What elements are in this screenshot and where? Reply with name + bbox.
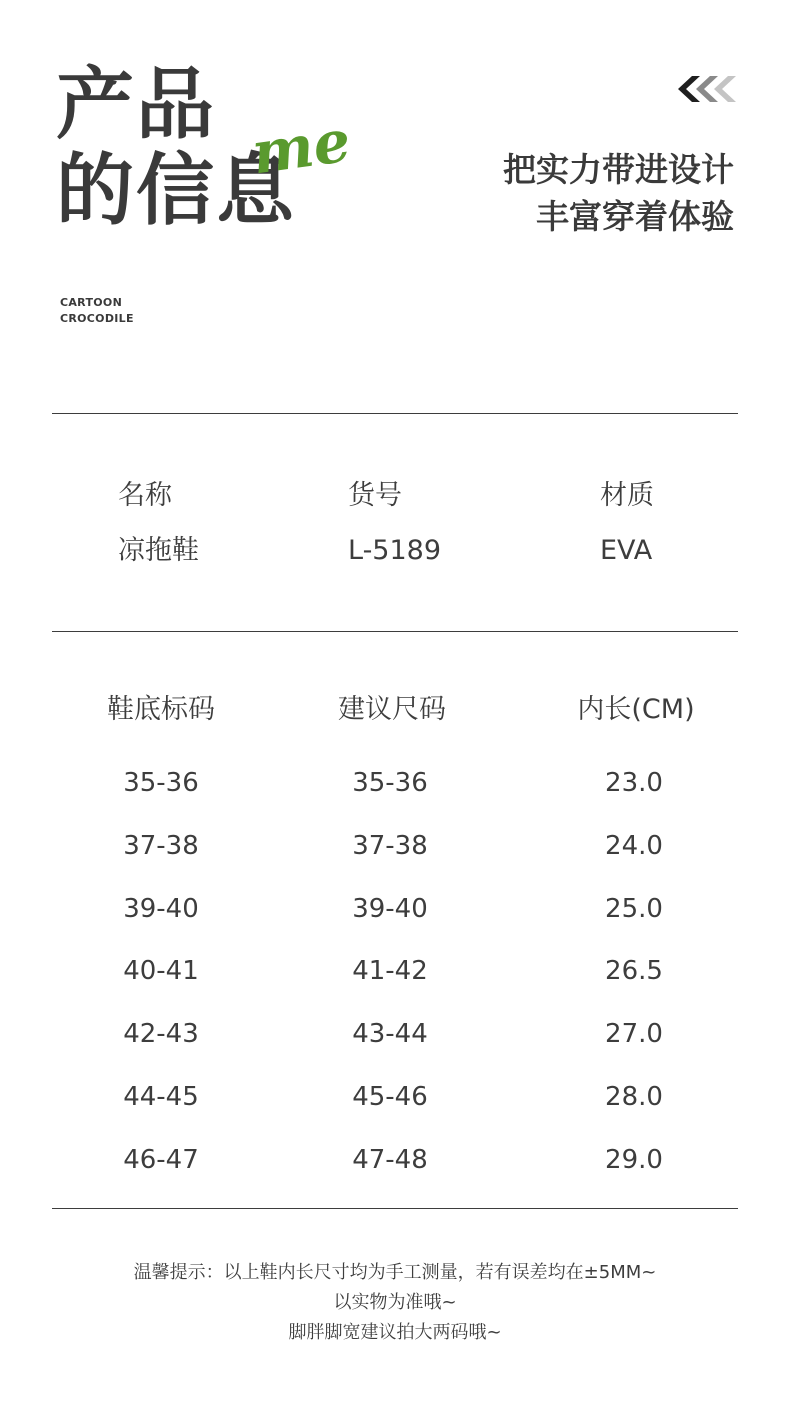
info-value-material: EVA xyxy=(600,535,653,566)
size-cell-inner-length: 28.0 xyxy=(605,1082,663,1112)
size-cell-sole-size: 42-43 xyxy=(123,1019,199,1049)
chevron-left-icon-light xyxy=(714,76,736,102)
size-cell-sole-size: 40-41 xyxy=(123,956,199,986)
info-header-name: 名称 xyxy=(118,480,172,511)
triple-chevron-left-icon xyxy=(674,74,738,104)
size-cell-sole-size: 35-36 xyxy=(123,768,199,798)
size-table-header-sole-size: 鞋底标码 xyxy=(107,694,215,725)
slogan-line-1: 把实力带进设计 xyxy=(503,150,734,189)
size-cell-sole-size: 46-47 xyxy=(123,1145,199,1175)
size-cell-suggested-size: 45-46 xyxy=(352,1082,428,1112)
info-header-material: 材质 xyxy=(600,480,654,511)
slogan-line-2: 丰富穿着体验 xyxy=(536,197,734,236)
size-cell-sole-size: 44-45 xyxy=(123,1082,199,1112)
size-cell-inner-length: 26.5 xyxy=(605,956,663,986)
accent-script-word: me xyxy=(247,106,355,188)
size-table-header-inner-length: 内长(CM) xyxy=(577,694,695,725)
size-table-header-suggested-size: 建议尺码 xyxy=(338,694,446,725)
size-cell-suggested-size: 35-36 xyxy=(352,768,428,798)
info-header-item-number: 货号 xyxy=(348,480,402,511)
size-cell-sole-size: 39-40 xyxy=(123,894,199,924)
brand-name-line-1: CARTOON xyxy=(60,296,123,309)
tip-note-line-1: 温馨提示：以上鞋内长尺寸均为手工测量，若有误差均在±5MM~ xyxy=(133,1262,657,1283)
size-cell-inner-length: 27.0 xyxy=(605,1019,663,1049)
tip-note-line-2: 以实物为准哦~ xyxy=(333,1292,457,1313)
brand-name-line-2: CROCODILE xyxy=(60,312,134,325)
size-cell-suggested-size: 47-48 xyxy=(352,1145,428,1175)
info-value-name: 凉拖鞋 xyxy=(118,535,199,566)
size-cell-inner-length: 29.0 xyxy=(605,1145,663,1175)
tip-note-line-3: 脚胖脚宽建议拍大两码哦~ xyxy=(288,1322,502,1343)
page-title-line-2: 的信息 xyxy=(56,146,297,236)
size-cell-inner-length: 25.0 xyxy=(605,894,663,924)
section-divider xyxy=(52,631,738,632)
size-cell-suggested-size: 39-40 xyxy=(352,894,428,924)
size-cell-suggested-size: 37-38 xyxy=(352,831,428,861)
size-cell-inner-length: 23.0 xyxy=(605,768,663,798)
size-cell-inner-length: 24.0 xyxy=(605,831,663,861)
size-cell-suggested-size: 43-44 xyxy=(352,1019,428,1049)
page-title-line-1: 产品 xyxy=(56,60,217,150)
section-divider xyxy=(52,413,738,414)
section-divider xyxy=(52,1208,738,1209)
size-cell-sole-size: 37-38 xyxy=(123,831,199,861)
info-value-item-number: L-5189 xyxy=(348,535,442,566)
size-cell-suggested-size: 41-42 xyxy=(352,956,428,986)
